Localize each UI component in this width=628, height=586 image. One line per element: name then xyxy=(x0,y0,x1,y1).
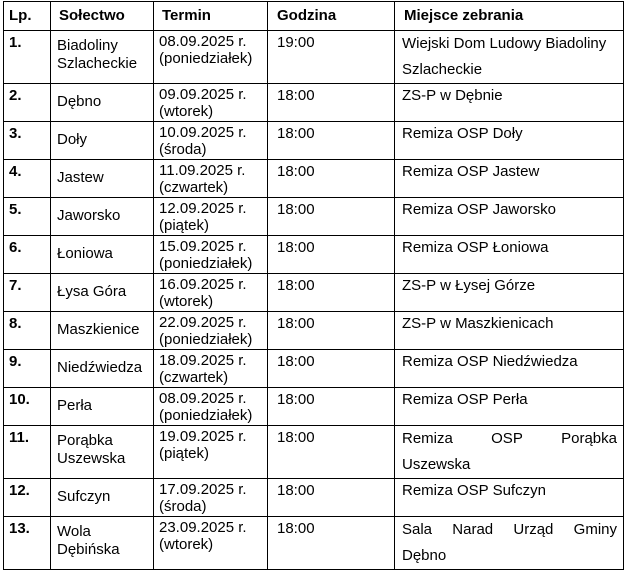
cell-godzina: 19:00 xyxy=(268,31,395,84)
cell-termin xyxy=(154,198,268,236)
place-line-2: Dębno xyxy=(402,547,447,564)
cell-lp: 7. xyxy=(4,274,51,312)
table-row xyxy=(4,426,624,479)
termin-date: 19.09.2025 r. xyxy=(159,428,247,445)
termin-day: (czwartek) xyxy=(159,179,229,196)
table-row xyxy=(4,274,624,312)
table-row xyxy=(4,122,624,160)
cell-miejsce: Wiejski Dom Ludowy Biadoliny Szlacheckie xyxy=(395,31,624,84)
termin-date: 10.09.2025 r. xyxy=(159,124,247,141)
header-godzina: Godzina xyxy=(268,2,395,31)
cell-termin xyxy=(154,236,268,274)
termin-date: 18.09.2025 r. xyxy=(159,352,247,369)
cell-godzina: 18:00 xyxy=(268,517,395,570)
cell-solectwo: Łysa Góra xyxy=(51,274,154,312)
place-line-justified: Remiza OSP Porąbka xyxy=(402,430,617,447)
meetings-table xyxy=(3,1,624,570)
table-header-row xyxy=(4,2,624,31)
termin-day: (poniedziałek) xyxy=(159,407,253,424)
termin-date: 16.09.2025 r. xyxy=(159,276,247,293)
termin-date: 17.09.2025 r. xyxy=(159,481,247,498)
cell-godzina: 18:00 xyxy=(268,84,395,122)
termin-date: 23.09.2025 r. xyxy=(159,519,247,536)
header-solectwo: Sołectwo xyxy=(51,2,154,31)
cell-termin xyxy=(154,31,268,84)
table-row xyxy=(4,350,624,388)
cell-miejsce: Remiza OSP Sufczyn xyxy=(395,479,624,517)
termin-day: (środa) xyxy=(159,141,207,158)
header-lp: Lp. xyxy=(4,2,51,31)
termin-date: 08.09.2025 r. xyxy=(159,33,247,50)
cell-termin xyxy=(154,426,268,479)
cell-godzina: 18:00 xyxy=(268,122,395,160)
termin-date: 09.09.2025 r. xyxy=(159,86,247,103)
cell-solectwo: Niedźwiedza xyxy=(51,350,154,388)
cell-termin xyxy=(154,84,268,122)
termin-date: 15.09.2025 r. xyxy=(159,238,247,255)
cell-termin xyxy=(154,517,268,570)
cell-miejsce: ZS-P w Maszkienicach xyxy=(395,312,624,350)
cell-termin xyxy=(154,350,268,388)
cell-lp: 3. xyxy=(4,122,51,160)
cell-solectwo: Maszkienice xyxy=(51,312,154,350)
table-row xyxy=(4,236,624,274)
cell-lp: 13. xyxy=(4,517,51,570)
termin-day: (czwartek) xyxy=(159,369,229,386)
termin-day: (piątek) xyxy=(159,445,210,462)
cell-termin xyxy=(154,274,268,312)
header-miejsce: Miejsce zebrania xyxy=(395,2,624,31)
cell-miejsce: ZS-P w Dębnie xyxy=(395,84,624,122)
cell-solectwo: Biadoliny Szlacheckie xyxy=(51,31,154,84)
termin-day: (poniedziałek) xyxy=(159,331,253,348)
table-row xyxy=(4,388,624,426)
cell-solectwo: Jastew xyxy=(51,160,154,198)
cell-solectwo: Porąbka Uszewska xyxy=(51,426,154,479)
termin-day: (poniedziałek) xyxy=(159,50,253,67)
cell-lp: 5. xyxy=(4,198,51,236)
cell-lp: 2. xyxy=(4,84,51,122)
cell-miejsce: Remiza OSP Jastew xyxy=(395,160,624,198)
cell-godzina: 18:00 xyxy=(268,350,395,388)
table-row xyxy=(4,517,624,570)
cell-termin xyxy=(154,479,268,517)
cell-lp: 9. xyxy=(4,350,51,388)
place-line-justified: Sala Narad Urząd Gminy xyxy=(402,521,617,538)
table-row xyxy=(4,160,624,198)
termin-day: (środa) xyxy=(159,498,207,515)
cell-miejsce: Remiza OSP Łoniowa xyxy=(395,236,624,274)
cell-miejsce xyxy=(395,517,624,570)
cell-godzina: 18:00 xyxy=(268,160,395,198)
cell-godzina: 18:00 xyxy=(268,236,395,274)
cell-godzina: 18:00 xyxy=(268,312,395,350)
termin-day: (wtorek) xyxy=(159,536,214,553)
cell-godzina: 18:00 xyxy=(268,426,395,479)
cell-solectwo: Wola Dębińska xyxy=(51,517,154,570)
cell-lp: 12. xyxy=(4,479,51,517)
table-row xyxy=(4,312,624,350)
cell-solectwo: Sufczyn xyxy=(51,479,154,517)
cell-solectwo: Dębno xyxy=(51,84,154,122)
cell-lp: 1. xyxy=(4,31,51,84)
cell-godzina: 18:00 xyxy=(268,198,395,236)
termin-date: 12.09.2025 r. xyxy=(159,200,247,217)
cell-miejsce: Remiza OSP Perła xyxy=(395,388,624,426)
cell-termin xyxy=(154,160,268,198)
cell-termin xyxy=(154,312,268,350)
cell-termin xyxy=(154,388,268,426)
cell-solectwo: Perła xyxy=(51,388,154,426)
termin-date: 11.09.2025 r. xyxy=(159,162,246,179)
cell-solectwo: Doły xyxy=(51,122,154,160)
termin-day: (wtorek) xyxy=(159,103,214,120)
termin-date: 08.09.2025 r. xyxy=(159,390,247,407)
cell-miejsce: ZS-P w Łysej Górze xyxy=(395,274,624,312)
cell-lp: 6. xyxy=(4,236,51,274)
cell-lp: 4. xyxy=(4,160,51,198)
table-row xyxy=(4,31,624,84)
cell-miejsce: Remiza OSP Doły xyxy=(395,122,624,160)
termin-day: (piątek) xyxy=(159,217,210,234)
termin-date: 22.09.2025 r. xyxy=(159,314,247,331)
cell-termin xyxy=(154,122,268,160)
cell-miejsce: Remiza OSP Jaworsko xyxy=(395,198,624,236)
cell-miejsce xyxy=(395,426,624,479)
cell-godzina: 18:00 xyxy=(268,479,395,517)
cell-solectwo: Łoniowa xyxy=(51,236,154,274)
table-row xyxy=(4,198,624,236)
cell-godzina: 18:00 xyxy=(268,388,395,426)
place-line-2: Uszewska xyxy=(402,456,471,473)
table-row xyxy=(4,84,624,122)
header-termin: Termin xyxy=(154,2,268,31)
cell-miejsce: Remiza OSP Niedźwiedza xyxy=(395,350,624,388)
termin-day: (wtorek) xyxy=(159,293,214,310)
cell-godzina: 18:00 xyxy=(268,274,395,312)
cell-lp: 11. xyxy=(4,426,51,479)
cell-solectwo: Jaworsko xyxy=(51,198,154,236)
termin-day: (poniedziałek) xyxy=(159,255,253,272)
cell-lp: 10. xyxy=(4,388,51,426)
cell-lp: 8. xyxy=(4,312,51,350)
table-row xyxy=(4,479,624,517)
